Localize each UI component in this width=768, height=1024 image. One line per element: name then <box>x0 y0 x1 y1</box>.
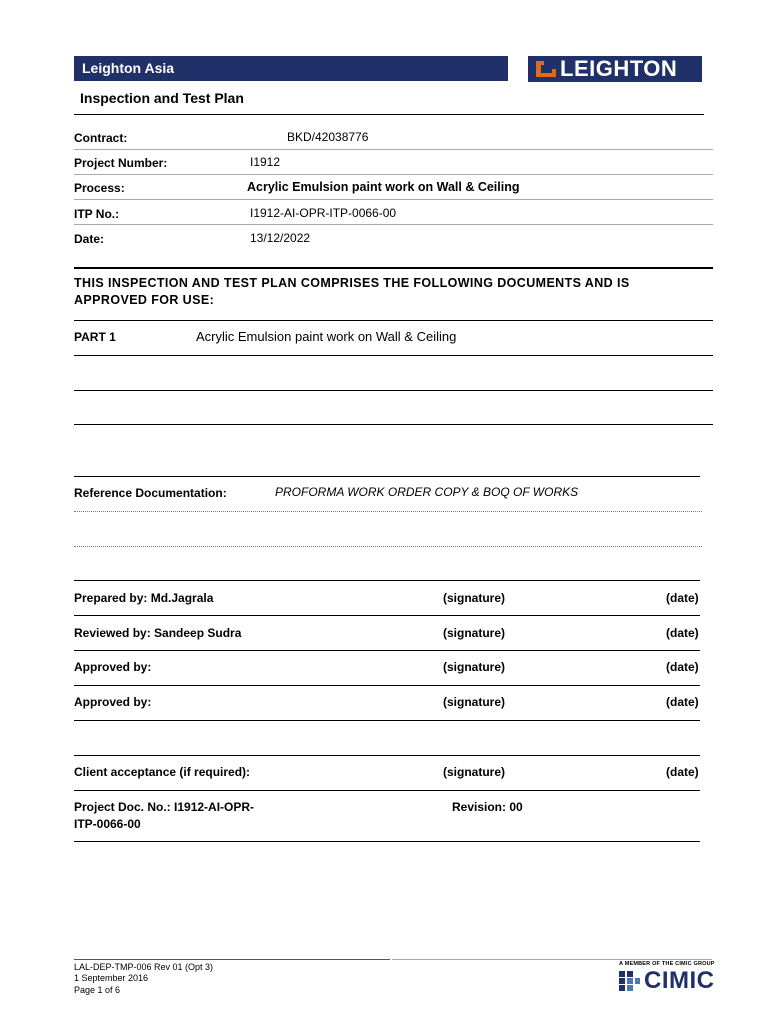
date-placeholder: (date) <box>666 591 699 605</box>
footer-template-id: LAL-DEP-TMP-006 Rev 01 (Opt 3) <box>74 962 214 972</box>
approved-by-label: Approved by: <box>74 660 152 674</box>
details-divider <box>74 224 713 225</box>
dotted-line <box>74 546 702 547</box>
company-header-bar: Leighton Asia <box>74 56 508 81</box>
signoff-divider <box>74 841 700 842</box>
signoff-divider <box>74 720 700 721</box>
signoff-divider <box>74 580 700 581</box>
part-value: Acrylic Emulsion paint work on Wall & Ceiling <box>196 329 457 344</box>
signoff-divider <box>74 790 700 791</box>
signoff-divider <box>74 615 700 616</box>
footer-rule <box>392 959 712 960</box>
leighton-mark-icon <box>534 59 558 79</box>
reviewed-by-label: Reviewed by: Sandeep Sudra <box>74 626 242 640</box>
details-divider <box>74 199 713 200</box>
date-placeholder: (date) <box>666 695 699 709</box>
signature-placeholder: (signature) <box>443 765 506 779</box>
details-divider <box>74 149 713 150</box>
project-number-value: I1912 <box>250 155 281 169</box>
signoff-divider <box>74 650 700 651</box>
signature-placeholder: (signature) <box>443 695 506 709</box>
footer-rule <box>74 959 390 960</box>
approved-by-label: Approved by: <box>74 695 152 709</box>
reference-label: Reference Documentation: <box>74 486 227 500</box>
blank-line <box>74 424 713 425</box>
plan-heading: THIS INSPECTION AND TEST PLAN COMPRISES THE FOLLOWING DOCUMENTS AND IS APPROVED FOR USE: <box>74 276 630 307</box>
client-acceptance-label: Client acceptance (if required): <box>74 765 251 779</box>
blank-line <box>74 390 713 391</box>
title-divider <box>74 114 704 115</box>
document-title: Inspection and Test Plan <box>80 90 244 106</box>
section-divider <box>74 320 713 321</box>
dotted-line <box>74 511 702 512</box>
signoff-divider <box>74 755 700 756</box>
prepared-by-label: Prepared by: Md.Jagrala <box>74 591 214 605</box>
itp-label: ITP No.: <box>74 207 120 221</box>
cimic-logo <box>619 969 719 993</box>
date-placeholder: (date) <box>666 660 699 674</box>
date-value: 13/12/2022 <box>250 231 311 245</box>
signature-placeholder: (signature) <box>443 591 506 605</box>
leighton-logo <box>528 56 702 82</box>
section-divider <box>74 267 713 269</box>
signature-placeholder: (signature) <box>443 626 506 640</box>
reference-value: PROFORMA WORK ORDER COPY & BOQ OF WORKS <box>275 485 579 499</box>
cimic-mark-icon <box>619 971 641 991</box>
date-placeholder: (date) <box>666 765 699 779</box>
process-value: Acrylic Emulsion paint work on Wall & Ceiling <box>247 180 520 194</box>
logo-text: LEIGHTON <box>560 56 678 81</box>
signature-placeholder: (signature) <box>443 660 506 674</box>
contract-value: BKD/42038776 <box>287 130 369 144</box>
project-doc-no-line2: ITP-0066-00 <box>74 817 141 831</box>
date-placeholder: (date) <box>666 626 699 640</box>
itp-value: I1912-AI-OPR-ITP-0066-00 <box>250 206 397 220</box>
part-label: PART 1 <box>74 330 116 344</box>
project-number-label: Project Number: <box>74 156 168 170</box>
footer-page-number: Page 1 of 6 <box>74 985 121 995</box>
process-label: Process: <box>74 181 125 195</box>
contract-label: Contract: <box>74 131 128 145</box>
reference-top-line <box>74 476 700 477</box>
cimic-wordmark: CIMIC <box>644 967 715 994</box>
revision-label: Revision: 00 <box>452 800 523 814</box>
project-doc-no-line1: Project Doc. No.: I1912-AI-OPR- <box>74 800 255 814</box>
footer-date: 1 September 2016 <box>74 973 149 983</box>
details-divider <box>74 174 713 175</box>
cimic-member-text: A MEMBER OF THE CIMIC GROUP <box>619 961 715 967</box>
blank-line <box>74 355 713 356</box>
date-label: Date: <box>74 232 105 246</box>
signoff-divider <box>74 685 700 686</box>
